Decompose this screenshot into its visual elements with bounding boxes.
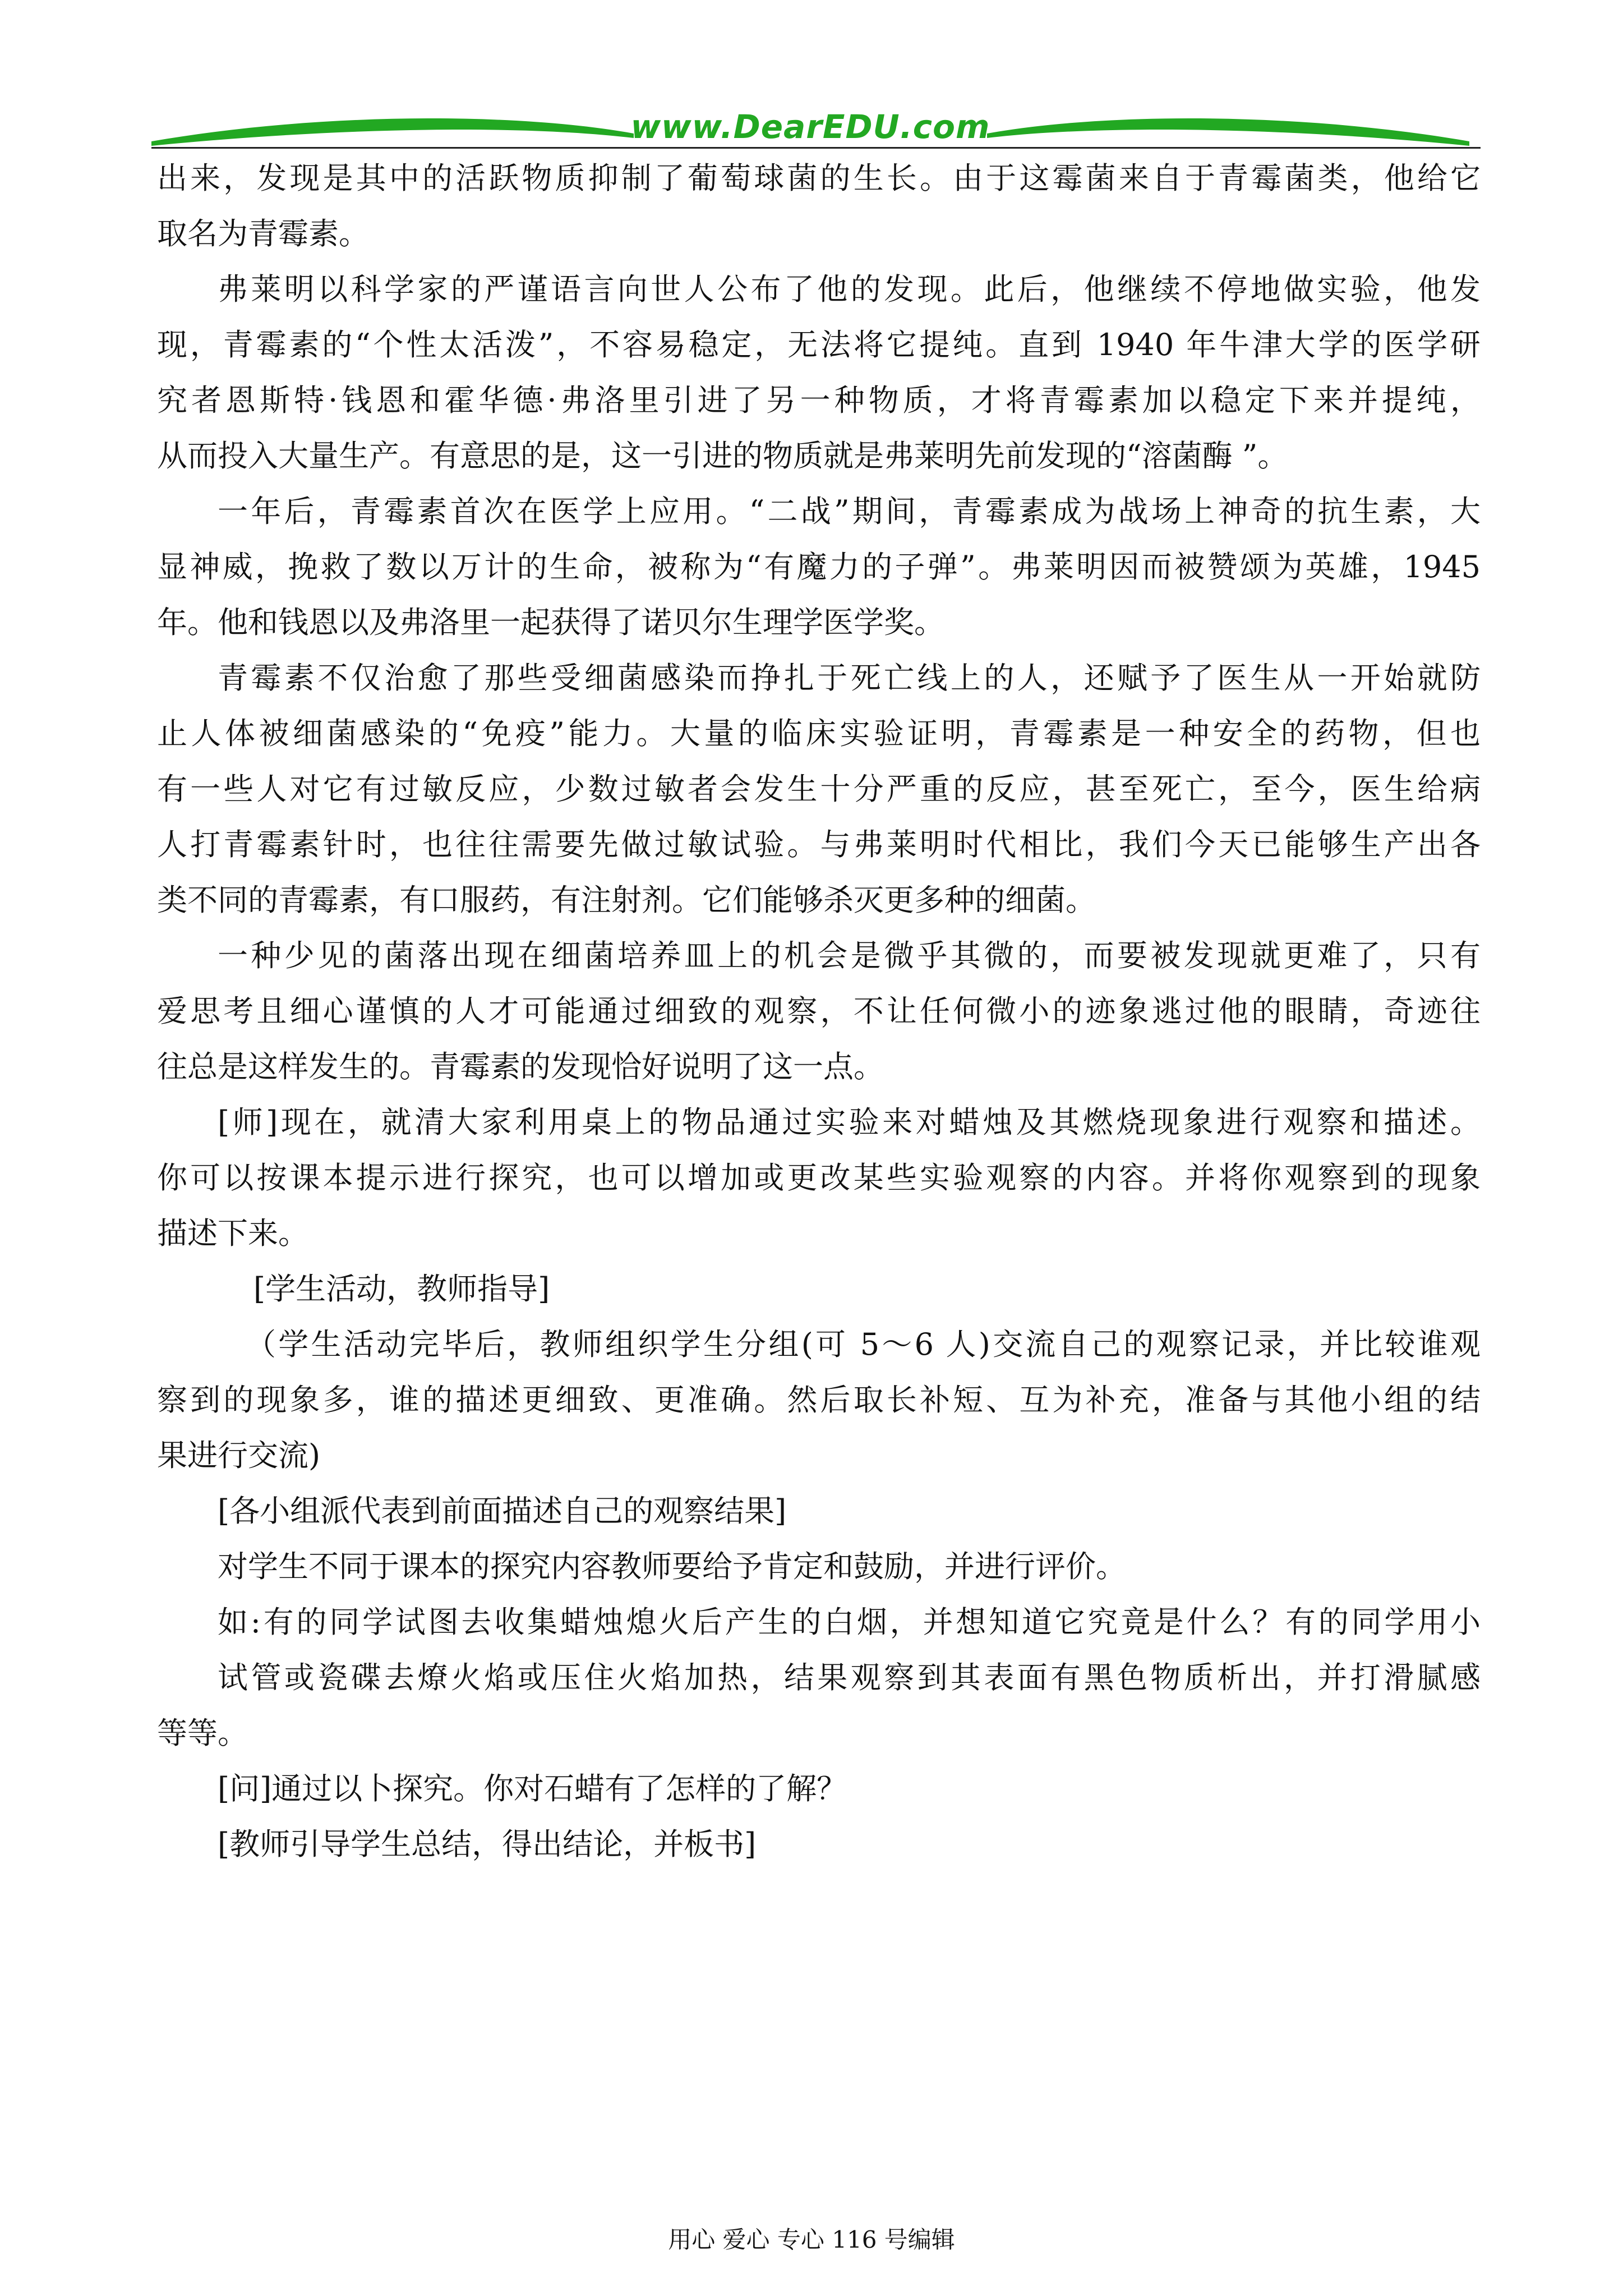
text-line: 你可以按课本提示进行探究，也可以增加或更改某些实验观察的内容。并将你观察到的现象 <box>157 1160 1481 1195</box>
text-line: 出来，发现是其中的活跃物质抑制了葡萄球菌的生长。由于这霉菌来自于青霉菌类，他给它 <box>157 160 1481 196</box>
text-line: 取名为青霉素。 <box>157 216 369 251</box>
text-line: 现，青霉素的“个性太活泼”，不容易稳定，无法将它提纯。直到 1940 年牛津大学的医学研 <box>157 327 1481 362</box>
text-line: 有一些人对它有过敏反应，少数过敏者会发生十分严重的反应，甚至死亡，至今，医生给病 <box>157 771 1481 807</box>
text-line: 从而投入大量生产。有意思的是，这一引进的物质就是弗莱明先前发现的“溶菌酶 ”。 <box>157 438 1288 473</box>
text-line: [师]现在，就清大家利用桌上的物品通过实验来对蜡烛及其燃烧现象进行观察和描述。 <box>218 1105 1481 1140</box>
text-line: 究者恩斯特·钱恩和霍华德·弗洛里引进了另一种物质，才将青霉素加以稳定下来并提纯， <box>157 383 1481 418</box>
text-line: 察到的现象多，谁的描述更细致、更准确。然后取长补短、互为补充，准备与其他小组的结 <box>157 1382 1481 1418</box>
text-line: 等等。 <box>157 1715 248 1751</box>
header-divider <box>151 147 1481 149</box>
text-line: 描述下来。 <box>157 1216 308 1251</box>
text-line: 爱思考且细心谨慎的人才可能通过细致的观察，不让任何微小的迹象逃过他的眼睛，奇迹往 <box>157 993 1481 1029</box>
document-body <box>157 150 1481 1872</box>
text-line: [各小组派代表到前面描述自己的观察结果] <box>218 1493 787 1529</box>
text-line: 果进行交流) <box>157 1438 321 1473</box>
text-line: 显神威，挽救了数以万计的生命，被称为“有魔力的子弹”。弗莱明因而被赞颂为英雄，1945 <box>157 549 1481 585</box>
text-line: 一年后，青霉素首次在医学上应用。“二战”期间，青霉素成为战场上神奇的抗生素，大 <box>218 494 1481 529</box>
site-url-logo: www.DearEDU.com <box>630 108 990 146</box>
text-line: 弗莱明以科学家的严谨语言向世人公布了他的发现。此后，他继续不停地做实验，他发 <box>218 272 1481 307</box>
text-line: 类不同的青霉素，有口服药，有注射剂。它们能够杀灭更多种的细菌。 <box>157 882 1096 918</box>
text-line: [学生活动，教师指导] <box>253 1271 550 1306</box>
text-line: 往总是这样发生的。青霉素的发现恰好说明了这一点。 <box>157 1049 884 1084</box>
text-line: 试管或瓷碟去燎火焰或压住火焰加热，结果观察到其表面有黑色物质析出，并打滑腻感 <box>218 1660 1481 1695</box>
text-line: 如:有的同学试图去收集蜡烛熄火后产生的白烟，并想知道它究竟是什么？有的同学用小 <box>218 1604 1481 1640</box>
text-line: 人打青霉素针时，也往往需要先做过敏试验。与弗莱明时代相比，我们今天已能够生产出各 <box>157 827 1481 862</box>
text-line: 青霉素不仅治愈了那些受细菌感染而挣扎于死亡线上的人，还赋予了医生从一开始就防 <box>218 660 1481 696</box>
page-header <box>151 107 1469 157</box>
text-line: （学生活动完毕后，教师组织学生分组(可 5～6 人)交流自己的观察记录，并比较谁观 <box>246 1327 1481 1362</box>
text-line: 止人体被细菌感染的“免疫”能力。大量的临床实验证明，青霉素是一种安全的药物，但也 <box>157 716 1481 751</box>
text-line: 一种少见的菌落出现在细菌培养皿上的机会是微乎其微的，而要被发现就更难了，只有 <box>218 938 1481 973</box>
text-line: 年。他和钱恩以及弗洛里一起获得了诺贝尔生理学医学奖。 <box>157 605 944 640</box>
page-footer: 用心 爱心 专心 116 号编辑 <box>668 2226 955 2253</box>
text-line: [问]通过以卜探究。你对石蜡有了怎样的了解？ <box>218 1771 847 1806</box>
text-line: [教师引导学生总结，得出结论，并板书] <box>218 1826 757 1862</box>
text-line: 对学生不同于课本的探究内容教师要给予肯定和鼓励，并进行评价。 <box>218 1549 1126 1584</box>
